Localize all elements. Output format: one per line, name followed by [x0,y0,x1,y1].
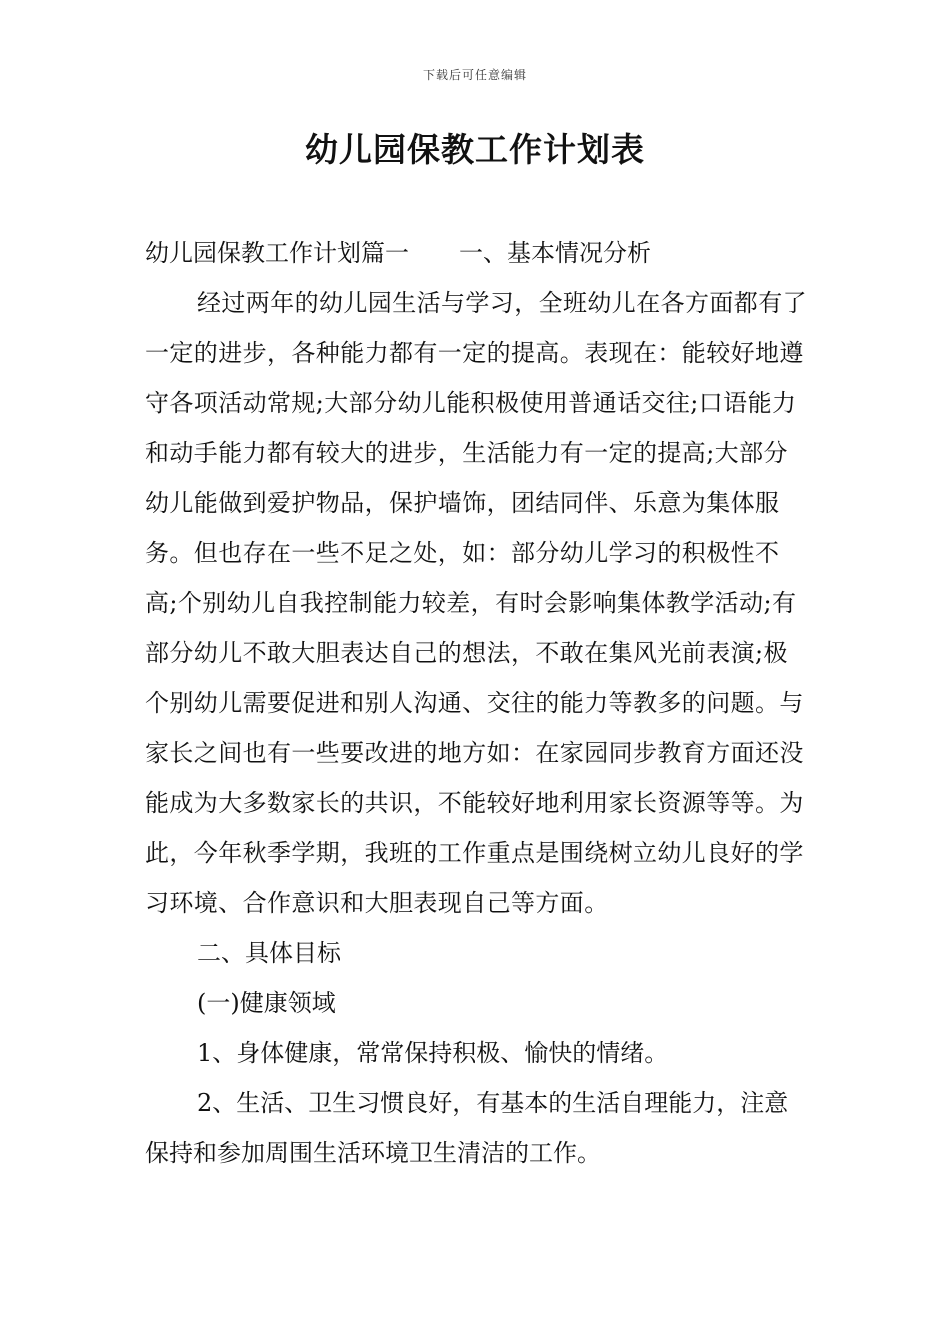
header-note: 下载后可任意编辑 [422,68,527,82]
section-heading-line [145,228,810,278]
paragraph-analysis: 经过两年的幼儿园生活与学习，全班幼儿在各方面都有了一定的进步，各种能力都有一定的提高。表现在：能较好地遵守各项活动常规;大部分幼儿能积极使用普通话交往;口语能力和动手能力都有较大的进步，生活能力有一定的提高;大部分幼儿能做到爱护物品，保护墙饰，团结同伴、乐意为集体服务。但也存在一些不足之处，如：部分幼儿学习的积极性不高;个别幼儿自我控制能力较差，有时会影响集体教学活动;有部分幼儿不敢大胆表达自己的想法，不敢在集风光前表演;极个别幼儿需要促进和别人沟通、交往的能力等教多的问题。与家长之间也有一些要改进的地方如：在家园同步教育方面还没能成为大多数家长的共识，不能较好地利用家长资源等等。为此，今年秋季学期，我班的工作重点是围绕树立幼儿良好的学习环境、合作意识和大胆表现自己等方面。 [145,289,807,917]
paragraph-item-2: 2、生活、卫生习惯良好，有基本的生活自理能力，注意保持和参加周围生活环境卫生清洁的工作。 [145,1089,789,1167]
plan-part-label: 幼儿园保教工作计划篇一 [145,239,409,267]
document-body [145,228,810,1178]
paragraph-heading-health: (一)健康领域 [197,989,336,1017]
paragraph-item-1: 1、身体健康，常常保持积极、愉快的情绪。 [197,1039,669,1067]
paragraph-heading-goals: 二、具体目标 [197,939,341,967]
document-title: 幼儿园保教工作计划表 [305,130,645,169]
section-heading: 一、基本情况分析 [459,239,651,267]
